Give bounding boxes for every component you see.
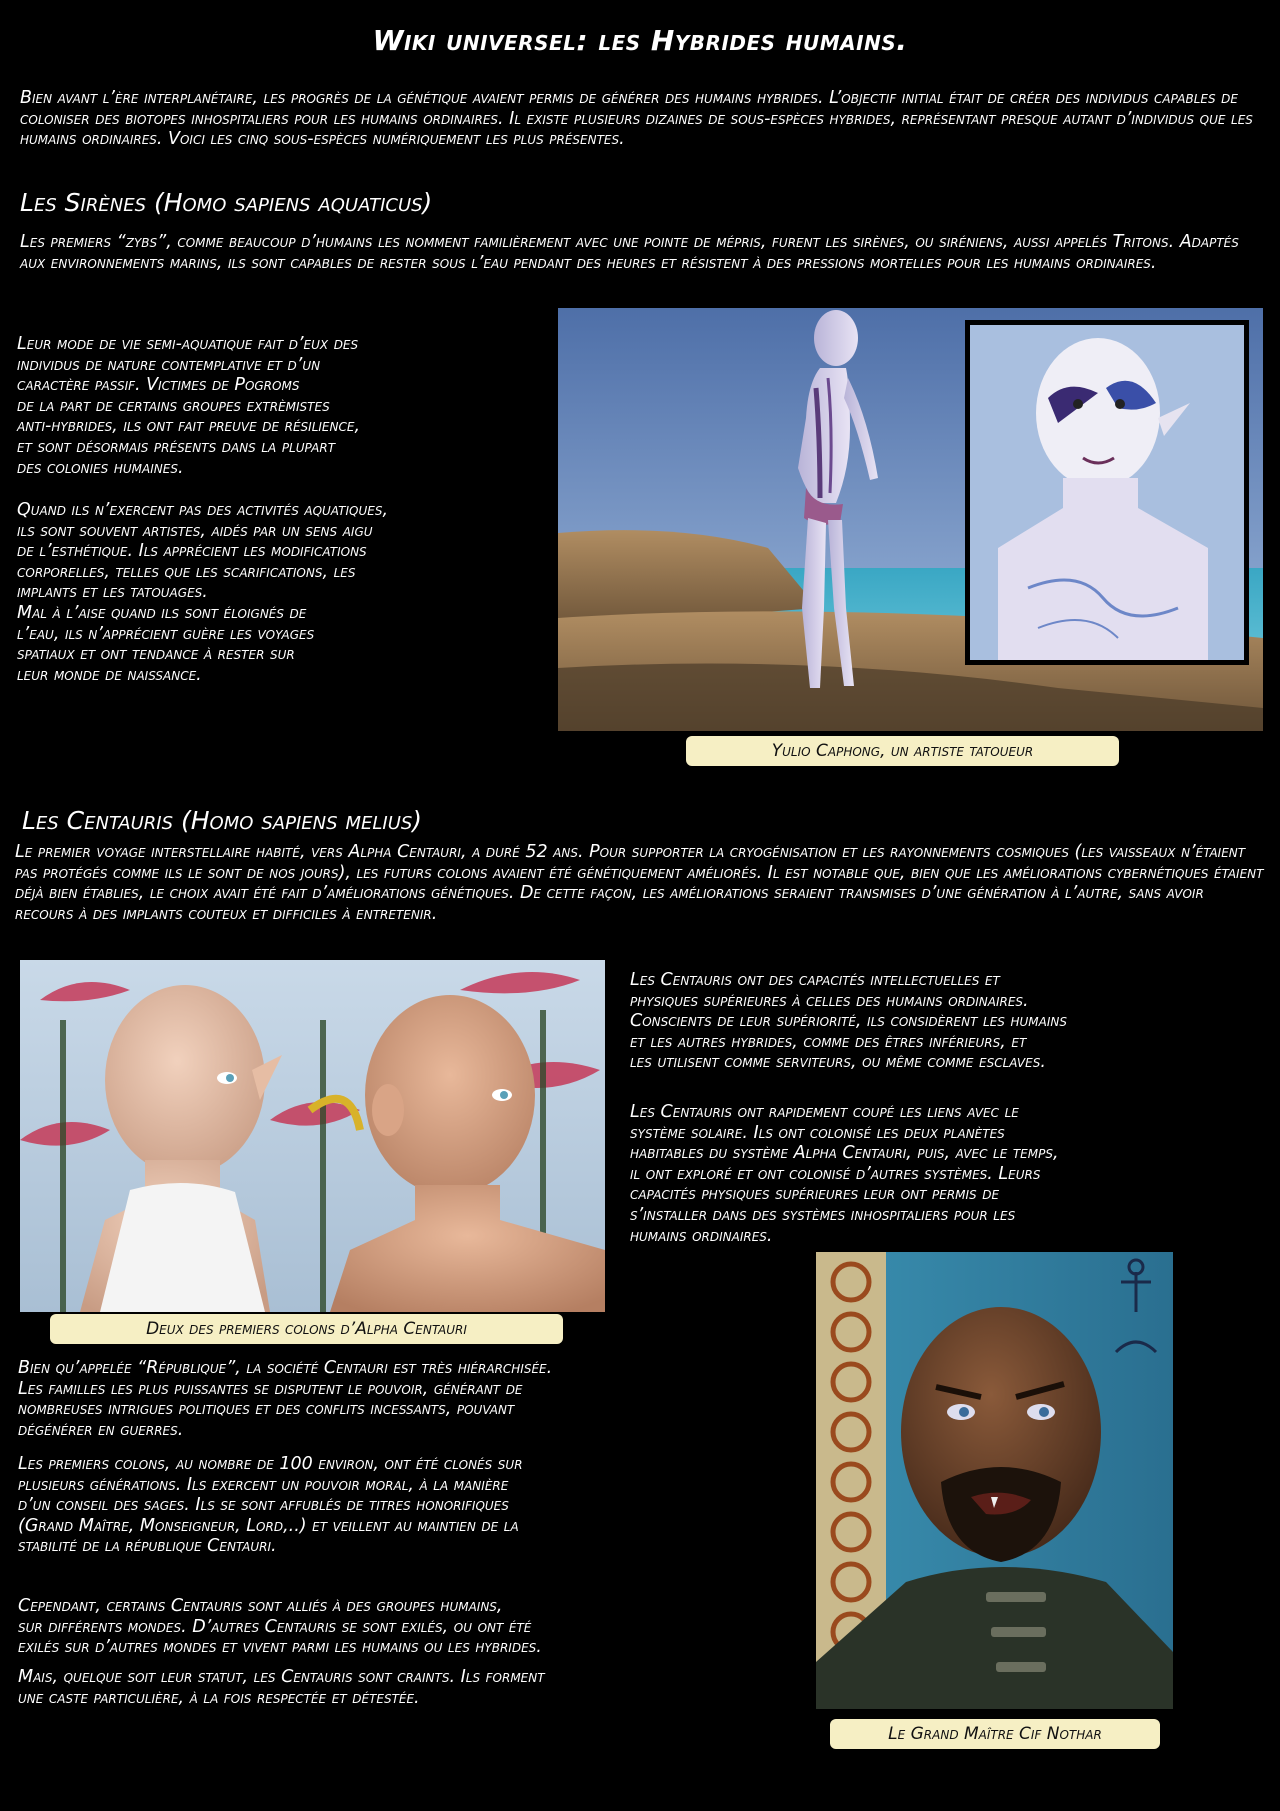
sirene-beach-illustration	[558, 308, 1263, 731]
centauris-right-paragraph-2: Les Centauris ont rapidement coupé les liens avec le système solaire. Ils ont colonisé les deux planètes habitables du système Alpha Centauri, puis, avec le temps, il ont exploré et ont colonisé d’autres systèmes. Leurs capacités physiques supérieures leur ont permis de s’installer dans des systèmes inhospitaliers pour les humains ordinaires.	[630, 1102, 1059, 1246]
caption-yulio-caphong: Yulio Caphong, un artiste tatoueur	[686, 736, 1119, 766]
centauri-colonists-illustration	[20, 960, 605, 1312]
centauris-left-paragraph-2: Les premiers colons, au nombre de 100 environ, ont été clonés sur plusieurs générations. Ils exercent un pouvoir moral, à la manière d’un conseil des sages. Ils se sont affublés de titres honorifiques (Grand Maître, Monseigneur, Lord,..) et veillent au maintien de la stabilité de la république Centauri.	[18, 1454, 523, 1557]
caption-grand-maitre: Le Grand Maître Cif Nothar	[830, 1719, 1160, 1749]
section-heading-centauris: Les Centauris (Homo sapiens melius)	[22, 806, 423, 835]
centauris-left-paragraph-4: Mais, quelque soit leur statut, les Centauris sont craints. Ils forment une caste particulière, à la fois respectée et détestée.	[18, 1667, 545, 1708]
sirenes-intro: Les premiers “zybs”, comme beaucoup d’humains les nomment familièrement avec une pointe de mépris, furent les sirènes, ou siréniens, aussi appelés Tritons. Adaptés aux environnements marins, ils sont capables de rester sous l’eau pendant des heures et résistent à des pressions mortelles pour les humains ordinaires.	[20, 232, 1239, 273]
sirenes-paragraph-1: Leur mode de vie semi-aquatique fait d’eux des individus de nature contemplative et d’un caractère passif. Victimes de Pogroms de la part de certains groupes extrèmistes anti-hybrides, ils ont fait preuve de résilience, et sont désormais présents dans la plupart des colonies humaines.	[17, 334, 361, 478]
section-heading-sirenes: Les Sirènes (Homo sapiens aquaticus)	[20, 188, 433, 217]
centauris-right-paragraph-1: Les Centauris ont des capacités intellectuelles et physiques supérieures à celles des humains ordinaires. Conscients de leur supériorité, ils considèrent les humains et les autres hybrides, comme des êtres inférieurs, et les utilisent comme serviteurs, ou même comme esclaves.	[630, 970, 1067, 1073]
centauris-intro: Le premier voyage interstellaire habité, vers Alpha Centauri, a duré 52 ans. Pour supporter la cryogénisation et les rayonnements cosmiques (les vaisseaux n’étaient pas protégés comme ils le sont de nos jours), les futurs colons avaient été génétiquement améliorés. Il est notable que, bien que les améliorations cybernétiques étaient déjà bien établies, le choix avait été fait d’améliorations génétiques. De cette façon, les améliorations seraient transmises d’une génération à l’autre, sans avoir recours à des implants couteux et difficiles à entretenir.	[15, 842, 1264, 924]
centauris-left-paragraph-1: Bien qu’appelée “République”, la société Centauri est très hiérarchisée. Les familles les plus puissantes se disputent le pouvoir, générant de nombreuses intrigues politiques et des conflits incessants, pouvant dégénérer en guerres.	[18, 1358, 553, 1440]
caption-deux-colons: Deux des premiers colons d’Alpha Centauri	[50, 1314, 563, 1344]
page-title: Wiki universel: les Hybrides humains.	[372, 24, 908, 57]
centauris-left-paragraph-3: Cependant, certains Centauris sont alliés à des groupes humains, sur différents mondes. D’autres Centauris se sont exilés, ou ont été exilés sur d’autres mondes et vivent parmi les humains ou les hybrides.	[18, 1596, 542, 1658]
sirenes-paragraph-2: Quand ils n’exercent pas des activités aquatiques, ils sont souvent artistes, aidés par un sens aigu de l’esthétique. Ils apprécient les modifications corporelles, telles que les scarifications, les implants et les tatouages. Mal à l’aise quand ils sont éloignés de l’eau, ils n’apprécient guère les voyages spatiaux et ont tendance à rester sur leur monde de naissance.	[17, 500, 389, 685]
grand-maitre-portrait	[816, 1252, 1173, 1709]
intro-text: Bien avant l’ère interplanétaire, les progrès de la génétique avaient permis de générer des humains hybrides. L’objectif initial était de créer des individus capables de coloniser des biotopes inhospitaliers pour les humains ordinaires. Il existe plusieurs dizaines de sous-espèces hybrides, représentant presque autant d’individus que les humains ordinaires. Voici les cinq sous-espèces numériquement les plus présentes.	[20, 88, 1253, 150]
